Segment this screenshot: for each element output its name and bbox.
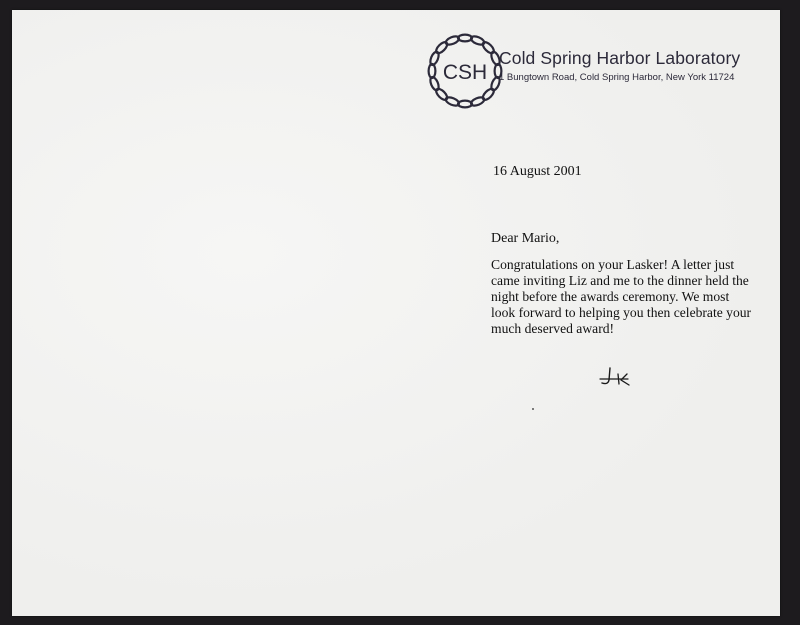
letter-page <box>12 10 780 616</box>
body-line: Congratulations on your Lasker! A letter just <box>491 257 735 272</box>
body-line: look forward to helping you then celebrate your <box>491 305 752 320</box>
logo-text: CSH <box>442 61 488 84</box>
body-line: came inviting Liz and me to the dinner held the <box>491 273 749 288</box>
salutation: Dear Mario, <box>491 231 560 246</box>
csh-logo-seal <box>424 30 506 112</box>
laboratory-address: 1 Bungtown Road, Cold Spring Harbor, New York 11724 <box>499 72 735 83</box>
chain-link <box>458 35 472 42</box>
laboratory-name: Cold Spring Harbor Laboratory <box>499 48 741 68</box>
letter-body <box>491 257 752 337</box>
body-line: much deserved award! <box>491 321 615 336</box>
chain-link <box>429 64 436 78</box>
chain-link <box>458 101 472 108</box>
paper-speck <box>532 408 534 410</box>
body-line: night before the awards ceremony. We most <box>491 289 730 304</box>
letter-date: 16 August 2001 <box>493 164 582 179</box>
handwritten-signature <box>598 366 638 388</box>
